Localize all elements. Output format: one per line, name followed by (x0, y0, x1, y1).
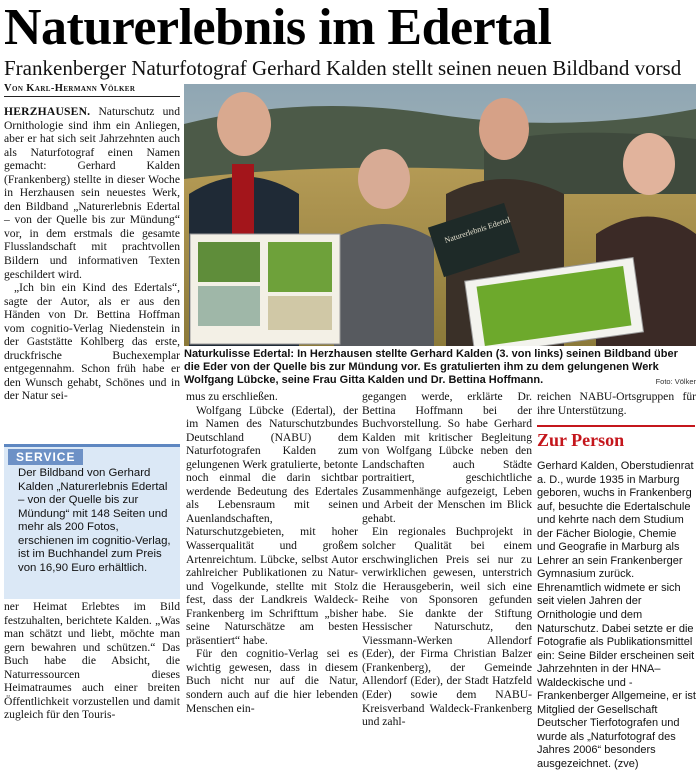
article-column-2 (186, 390, 358, 715)
dateline: HERZHAUSEN. (4, 105, 91, 118)
article-column-1 (4, 105, 180, 403)
headline: Naturerlebnis im Edertal (4, 0, 552, 56)
person-box-text: Gerhard Kalden, Oberstudienrat a. D., wurde 1935 in Marburg geboren, wuchs in Frankenberg auf, besuchte die Edertalschule und kehrte nach dem Studium der Fächer Biologie, Chemie und Geografie in Marburg als Lehrer an sein Frankenberger Gymnasium zurück. Ehrenamtlich widmete er sich seit vielen Jahren der Ornithologie und dem Naturschutz. Dabei setzte er die Fotografie als Publikationsmittel ein: Seine Bilder erscheinen seit Jahrzehnten in der HNA–Waldeckische und -Frankenberger Allgemeine, er ist Mitglied der Gesellschaft Deutscher Tierfotografen und wurde als „Naturfotograf des Jahres 2006“ besonders ausgezeichnet. (zve) (537, 460, 696, 771)
article-paragraph: Für den cognitio-Verlag sei es wichtig gewesen, dass in diesem Buch nicht nur auf die Natur, sondern auch auf die hier lebenden Menschen ein- (186, 647, 358, 715)
article-text: Naturschutz und Ornithologie sind ihm ein Anliegen, aber er hat sich seit Jahrzehnten auch als Naturfotograf einen Namen gemacht: Gerhard Kalden (Frankenberg) stellte in dieser Woche in Herzhausen sein neuestes Werk, den Bildband „Naturerlebnis Edertal – von der Quelle bis zur Mündung“ vor, in dem erstmals die gesamte Flusslandschaft mit prachtvollen Bildern und informativen Texten geschildert wird. (4, 105, 180, 281)
article-paragraph: Wolfgang Lübcke (Edertal), der im Namen des Naturschutzbundes Deutschland (NABU) dem Naturfotografen Kalden zum gelungenen Werk gratulierte, betonte noch einmal die darin sichtbar werdende Bedeutung des Edertales als Lebensraum mit seinen Auenlandschaften, Naturschutzgebieten, mit hoher Wasserqualität und großem Artenreichtum. Lübcke, selbst Autor zahlreicher Publikationen zu Natur- und Vogelkunde, stellte mit Stolz fest, dass der Landkreis Waldeck-Frankenberg im Schrifttum „bisher seine Naturschätze am besten präsentiert“ habe. (186, 403, 358, 647)
article-column-4 (537, 390, 696, 417)
article-paragraph: gegangen werde, erklärte Dr. Bettina Hoffmann bei der Buchvorstellung. So habe Gerhard Kalden mit kritischer Begleitung von Wolfgang Lübcke neben den Landschaften auch Städte portraitiert, geschichtliche Zusammenhänge aufgezeigt, Leben und Arbeit der Menschen im Blick gehabt. (362, 390, 532, 525)
photo-caption: Naturkulisse Edertal: In Herzhausen stellte Gerhard Kalden (3. von links) seinen Bildband über die Eder von der Quelle bis zur Mündung vor. Es gratulierten ihm zu dem gelungenen Werk Wolfgang Lübcke, seine Frau Gitta Kalden und Dr. Bettina Hoffmann. (184, 348, 678, 386)
article-column-3 (362, 390, 532, 729)
article-paragraph: Ein regionales Buchprojekt in solcher Qualität bei einem erschwinglichen Preis sei nur zu verwirklichen gewesen, unterstrich die Herausgeberin, weil sich eine Reihe von Sponsoren gefunden habe. Sie dankte der Stiftung Hessischer Naturschutz, den Viessmann-Werken Allendorf (Eder), der Firma Christian Balzer (Frankenberg), der Gemeinde Allendorf (Eder), der Stadt Hatzfeld (Eder) sowie dem NABU-Kreisverband Waldeck-Frankenberg und zahl- (362, 525, 532, 729)
article-column-1-continued (4, 600, 180, 722)
article-paragraph: mus zu erschließen. (186, 390, 278, 403)
book-title: Naturerlebnis Edertal (443, 215, 512, 245)
photo-illustration (184, 84, 696, 346)
photo-credit: Foto: Völker (655, 377, 696, 386)
article-paragraph: reichen NABU-Ortsgruppen für ihre Unterstützung. (537, 390, 696, 417)
person-box-title: Zur Person (537, 425, 695, 451)
subhead: Frankenberger Naturfotograf Gerhard Kalden stellt seinen neuen Bildband vorsd (4, 56, 682, 80)
article-paragraph (4, 105, 180, 281)
service-text: Der Bildband von Gerhard Kalden „Naturerlebnis Edertal – von der Quelle bis zur Mündung“ mit 148 Seiten und mehr als 200 Fotos, erschienen im cognitio-Verlag, ist im Buchhandel zum Preis von 16,90 Euro erhältlich. (18, 467, 171, 574)
article-photo (184, 84, 696, 346)
service-title: SERVICE (8, 449, 83, 465)
service-box (4, 444, 180, 599)
article-paragraph: ner Heimat Erlebtes im Bild festzuhalten, berichtete Kalden. „Was man schätzt und liebt, möchte man gern bewahren und schützen.“ Das Buch habe die Absicht, die Naturressourcen dieses Heimatraumes auch einer breiten Öffentlichkeit vorzustellen und damit zugleich für den Touris- (4, 600, 180, 722)
byline: Von Karl-Hermann Völker (4, 83, 180, 97)
article-paragraph: „Ich bin ein Kind des Edertals“, sagte der Autor, als er aus den Händen von Dr. Bettina Hoffman vom cognitio-Verlag Niedenstein in der Gaststätte Kohlberg das erste, druckfrische Buchexemplar entgegennahm. Schon früh habe er den Wunsch gehabt, Schönes und in der Natur sei- (4, 281, 180, 403)
